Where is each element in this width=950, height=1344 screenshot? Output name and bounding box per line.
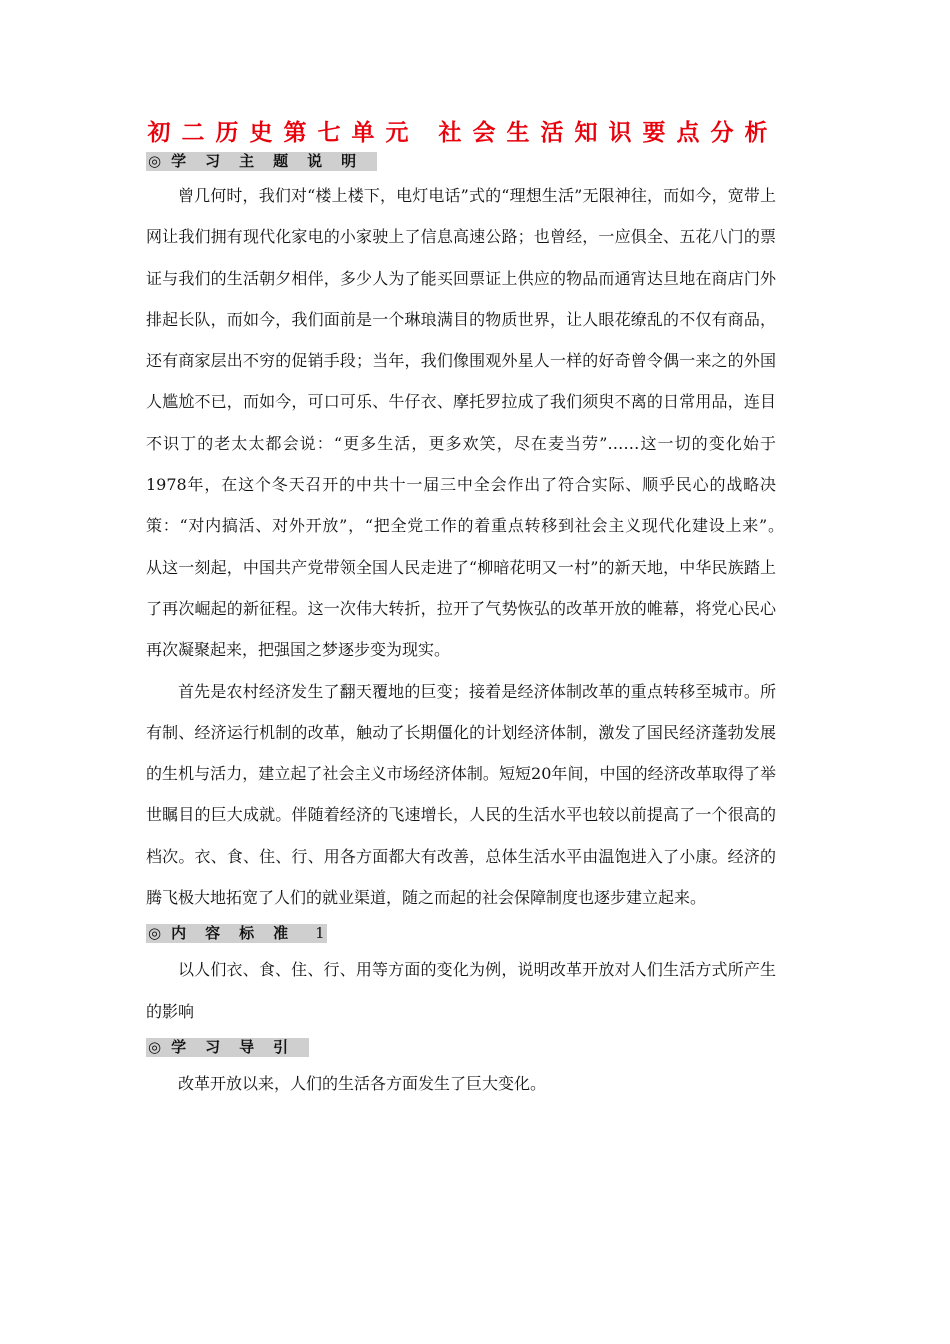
section-mark-icon: ◎ bbox=[148, 152, 162, 170]
document-page bbox=[146, 119, 793, 1104]
section-label: 学习导引 bbox=[171, 1037, 308, 1056]
section-heading-content-standard bbox=[146, 924, 327, 943]
paragraph-intro: 曾几何时，我们对“楼上楼下，电灯电话”式的“理想生活”无限神往，而如今，宽带上网让我们拥有现代化家电的小家驶上了信息高速公路；也曾经，一应俱全、五花八门的票证与我们的生活朝夕相伴，多少人为了能买回票证上供应的物品而通宵达旦地在商店门外排起长队，而如今，我们面前是一个琳琅满目的物质世界，让人眼花缭乱的不仅有商品，还有商家层出不穷的促销手段；当年，我们像围观外星人一样的好奇曾令偶一来之的外国人尴尬不已，而如今，可口可乐、牛仔衣、摩托罗拉成了我们须臾不离的日常用品，连目不识丁的老太太都会说：“更多生活，更多欢笑，尽在麦当劳”……这一切的变化始于1978年，在这个冬天召开的中共十一届三中全会作出了符合实际、顺乎民心的战略决策：“对内搞活、对外开放”，“把全党工作的着重点转移到社会主义现代化建设上来”。 从这一刻起，中国共产党带领全国人民走进了“柳暗花明又一村”的新天地，中华民族踏上了再次崛起的新征程。这一次伟大转折，拉开了气势恢弘的改革开放的帷幕，将党心民心再次凝聚起来，把强国之梦逐步变为现实。 bbox=[146, 186, 793, 660]
section-heading-study-theme bbox=[146, 152, 377, 171]
section-mark-icon: ◎ bbox=[148, 924, 162, 943]
paragraph-guide: 改革开放以来，人们的生活各方面发生了巨大变化。 bbox=[178, 1073, 547, 1093]
section-label: 学习主题说明 bbox=[171, 152, 376, 170]
section-heading-study-guide bbox=[146, 1038, 309, 1057]
paragraph-standard: 以人们衣、食、住、行、用等方面的变化为例，说明改革开放对人们生活方式所产生的影响 bbox=[146, 960, 776, 1021]
document-title: 初二历史第七单元 社会生活知识要点分析 bbox=[147, 119, 779, 146]
section-mark-icon: ◎ bbox=[148, 1037, 162, 1056]
paragraph-economy: 首先是农村经济发生了翻天覆地的巨变；接着是经济体制改革的重点转移至城市。所有制、经济运行机制的改革，触动了长期僵化的计划经济体制，激发了国民经济蓬勃发展的生机与活力，建立起了社会主义市场经济体制。短短20年间，中国的经济改革取得了举世瞩目的巨大成就。伴随着经济的飞速增长，人民的生活水平也较以前提高了一个很高的档次。衣、食、住、行、用各方面都大有改善，总体生活水平由温饱进入了小康。经济的腾飞极大地拓宽了人们的就业渠道，随之而起的社会保障制度也逐步建立起来。 bbox=[146, 681, 776, 908]
section-label: 内容标准 bbox=[171, 924, 308, 943]
section-number: 1 bbox=[315, 924, 325, 943]
